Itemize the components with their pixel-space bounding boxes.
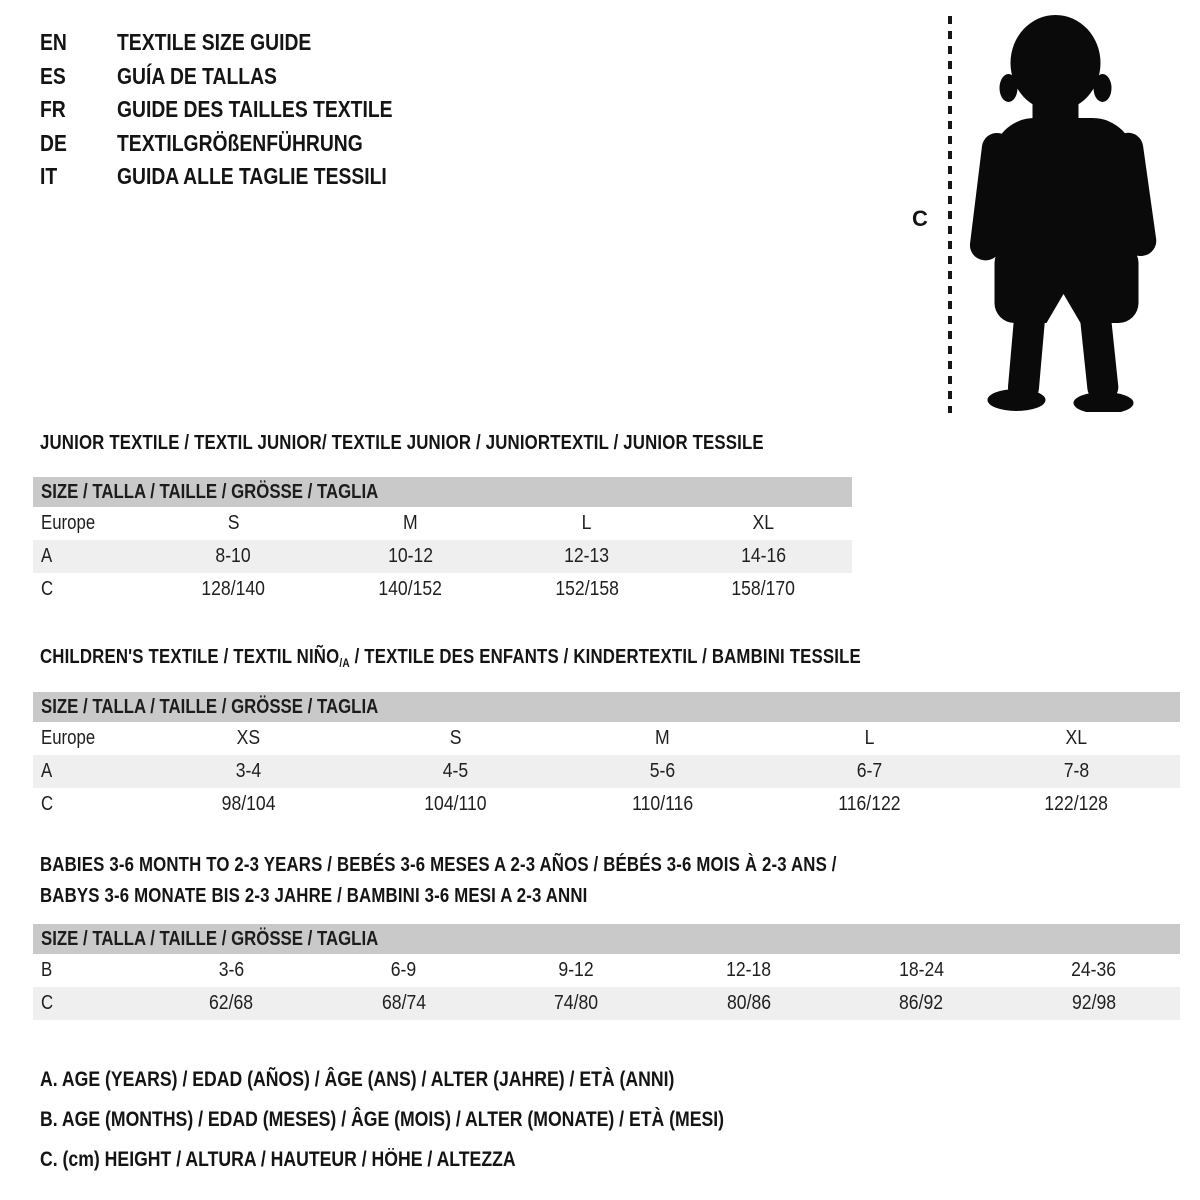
row-label: Europe (41, 512, 96, 534)
height-value: 68/74 (381, 992, 426, 1014)
height-value: 80/86 (726, 992, 771, 1014)
size-value: XS (236, 727, 261, 749)
table-row (33, 573, 852, 606)
height-value: 140/152 (378, 578, 442, 600)
lang-code: EN (40, 29, 67, 56)
babies-size-header-bar: SIZE / TALLA / TAILLE / GRÖSSE / TAGLIA (33, 924, 1180, 954)
lang-title: TEXTILE SIZE GUIDE (117, 29, 312, 56)
age-value: 6-7 (856, 760, 883, 782)
height-value: 104/110 (424, 793, 487, 815)
babies-section-title: BABIES 3-6 MONTH TO 2-3 YEARS / BEBÉS 3-6 MESES A 2-3 AÑOS / BÉBÉS 3-6 MOIS À 2-3 ANS / BABYS 3-6 MONATE BIS 2-3 JAHRE / BAMBINI 3-6 MESI A 2-3 ANNI (40, 854, 837, 907)
age-months-value: 24-36 (1071, 959, 1117, 981)
legend-line-c: C. (cm) HEIGHT / ALTURA / HAUTEUR / HÖHE / ALTEZZA (40, 1148, 516, 1171)
age-value: 7-8 (1063, 760, 1090, 782)
junior-section (33, 432, 852, 606)
row-label: Europe (41, 727, 96, 749)
height-value: 86/92 (899, 992, 944, 1014)
size-value: M (402, 512, 418, 534)
row-label: C (41, 992, 54, 1014)
height-value: 110/116 (631, 793, 693, 815)
age-months-value: 3-6 (218, 959, 244, 981)
height-value: 152/158 (555, 578, 619, 600)
size-value: XL (752, 512, 775, 534)
height-value: 122/128 (1044, 793, 1109, 815)
size-value: M (655, 727, 670, 749)
size-value: S (227, 512, 240, 534)
junior-section-title: JUNIOR TEXTILE / TEXTIL JUNIOR/ TEXTILE JUNIOR / JUNIORTEXTIL / JUNIOR TESSILE (40, 432, 764, 454)
age-value: 5-6 (649, 760, 676, 782)
lang-row-fr (40, 93, 445, 127)
lang-row-es (40, 60, 445, 94)
age-value: 8-10 (215, 545, 251, 567)
height-value: 158/170 (731, 578, 796, 600)
legend-line-a: A. AGE (YEARS) / EDAD (AÑOS) / ÂGE (ANS) / ALTER (JAHRE) / ETÀ (ANNI) (40, 1068, 675, 1091)
lang-title: GUIDE DES TAILLES TEXTILE (117, 96, 393, 123)
size-value: L (581, 512, 592, 534)
age-months-value: 9-12 (558, 959, 594, 981)
height-value: 116/122 (838, 793, 901, 815)
height-dashed-line (948, 16, 952, 413)
lang-code: FR (40, 96, 66, 123)
toddler-silhouette-image (958, 8, 1168, 412)
height-measure-label: C (912, 206, 928, 231)
children-section (33, 646, 1180, 821)
row-label: A (41, 545, 53, 567)
children-section-title: CHILDREN'S TEXTILE / TEXTIL $NIÑO_{/A}$ / TEXTILE DES ENFANTS / KINDERTEXTIL / BAMBINI TESSILE (40, 646, 861, 670)
age-value: 4-5 (442, 760, 469, 782)
table-row (33, 540, 852, 573)
lang-row-it (40, 160, 445, 194)
table-row (33, 755, 1180, 788)
age-months-value: 12-18 (726, 959, 772, 981)
lang-code: DE (40, 129, 67, 156)
lang-row-en (40, 26, 445, 60)
lang-row-de (40, 127, 445, 161)
age-months-value: 6-9 (391, 959, 417, 981)
height-value: 128/140 (201, 578, 266, 600)
height-value: 74/80 (554, 992, 599, 1014)
language-title-block (40, 26, 445, 194)
height-value: 62/68 (209, 992, 254, 1014)
size-value: XL (1065, 727, 1088, 749)
lang-code: ES (40, 62, 66, 89)
lang-title: GUÍA DE TALLAS (117, 62, 277, 89)
legend-line-b: B. AGE (MONTHS) / EDAD (MESES) / ÂGE (MOIS) / ALTER (MONATE) / ETÀ (MESI) (40, 1108, 725, 1131)
row-label: A (41, 760, 53, 782)
age-value: 3-4 (235, 760, 262, 782)
age-value: 14-16 (741, 545, 787, 567)
row-label: C (41, 793, 54, 815)
row-label: B (41, 959, 53, 981)
age-value: 12-13 (564, 545, 610, 567)
table-row (33, 722, 1180, 755)
children-size-header-bar: SIZE / TALLA / TAILLE / GRÖSSE / TAGLIA (33, 692, 1180, 722)
age-months-value: 18-24 (898, 959, 944, 981)
table-row (33, 507, 852, 540)
lang-title: TEXTILGRÖßENFÜHRUNG (117, 129, 363, 156)
table-row (33, 954, 1180, 987)
size-value: L (864, 727, 875, 749)
age-value: 10-12 (387, 545, 433, 567)
measure-legend (40, 1060, 854, 1180)
junior-size-header-bar: SIZE / TALLA / TAILLE / GRÖSSE / TAGLIA (33, 477, 852, 507)
babies-section (33, 850, 1180, 1020)
table-row (33, 788, 1180, 821)
table-row (33, 987, 1180, 1020)
nino-a-subscript: /A (339, 656, 350, 670)
height-value: 92/98 (1071, 992, 1116, 1014)
lang-code: IT (40, 163, 58, 190)
lang-title: GUIDA ALLE TAGLIE TESSILI (117, 163, 387, 190)
height-value: 98/104 (221, 793, 276, 815)
row-label: C (41, 578, 54, 600)
size-value: S (449, 727, 462, 749)
